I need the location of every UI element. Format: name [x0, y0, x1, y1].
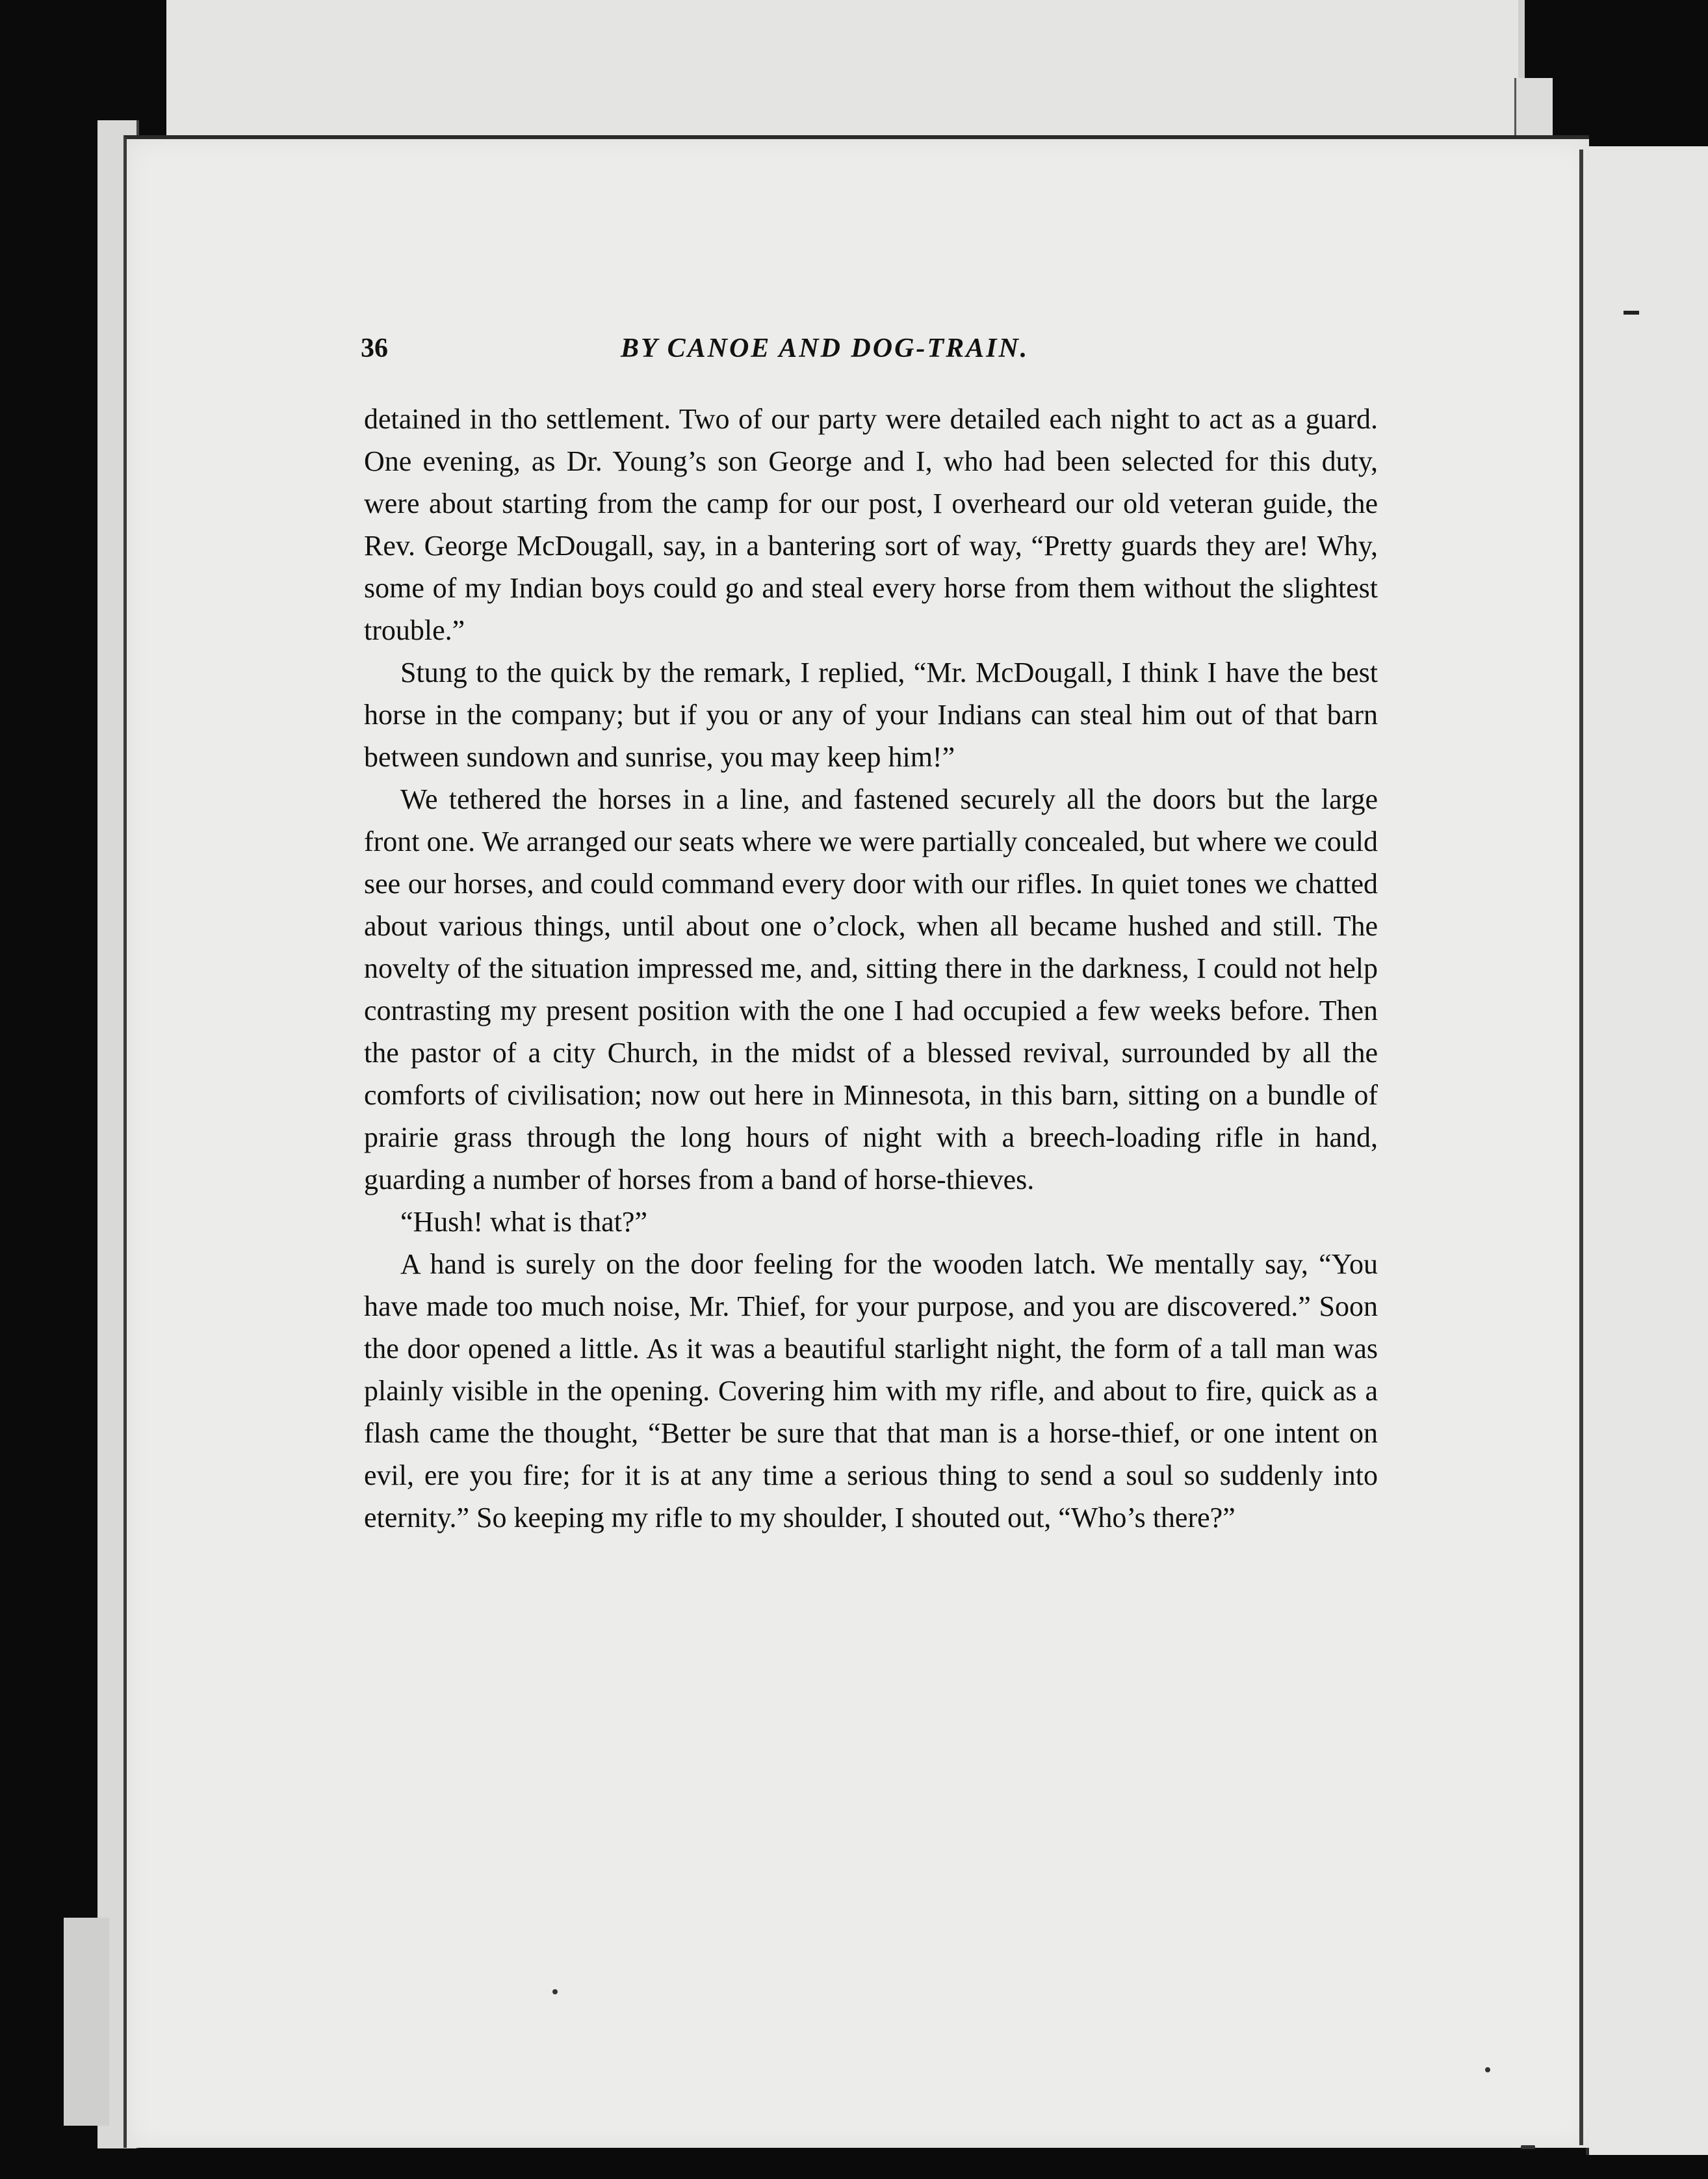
facing-page-mark — [1624, 311, 1639, 315]
page-number: 36 — [361, 333, 388, 363]
paragraph: “Hush! what is that?” — [400, 1206, 647, 1238]
scan-speck — [1521, 2145, 1535, 2149]
paragraph: A hand is surely on the door feeling for the wooden latch. We mentally say, “You have made too much noise, Mr. Thief, for your purpose, and you are discovered.” Soon the door opened a little. As it was a beautiful starlight night, the form of a tall man was plainly visible in the opening. Covering him with my rifle, and about to fire, quick as a flash came the thought, “Better be sure that that man is a horse-thief, or one intent on evil, ere you fire; for it is at any time a serious thing to send a soul so suddenly into eternity.” So keeping my rifle to my shoulder, I shouted out, “Who’s there?” — [364, 1248, 1378, 1533]
facing-page-strip — [1586, 146, 1708, 2155]
running-title: BY CANOE AND DOG-TRAIN. — [621, 333, 1029, 363]
scan-speck — [552, 1989, 558, 1994]
paragraph: detained in tho settlement. Two of our party were detailed each night to act as a guard. One evening, as Dr. Young’s son George and I, who had been selected for this duty, were about starting from the camp for our post, I overheard our old veteran guide, the Rev. George McDougall, say, in a bantering sort of way, “Pretty guards they are! Why, some of my Indian boys could go and steal every horse from them without the slightest trouble.” — [364, 403, 1378, 646]
paragraph: We tethered the horses in a line, and fastened securely all the doors but the large front one. We arranged our seats where we were partially concealed, but where we could see our horses, and could command every door with our rifles. In quiet tones we chatted about various things, until about one o’clock, when all became hushed and still. The novelty of the situation impressed me, and, sitting there in the darkness, I could not help contrasting my present position with the one I had occupied a few weeks before. Then the pastor of a city Church, in the midst of a blessed revival, surrounded by all the comforts of civilisation; now out here in Minnesota, in this barn, sitting on a bundle of prairie grass through the long hours of night with a breech-loading rifle in hand, guarding a number of horses from a band of horse-thieves. — [364, 783, 1378, 1195]
page-gutter-line — [1579, 150, 1583, 2145]
paragraph: Stung to the quick by the remark, I replied, “Mr. McDougall, I think I have the best horse in the company; but if you or any of your Indians can steal him out of that barn between sundown and sunrise, you may keep him!” — [364, 657, 1378, 773]
body-text — [364, 398, 1378, 1539]
scan-speck — [1485, 2067, 1490, 2072]
left-page-stack-bottom — [64, 1918, 109, 2126]
running-head — [361, 333, 1381, 378]
